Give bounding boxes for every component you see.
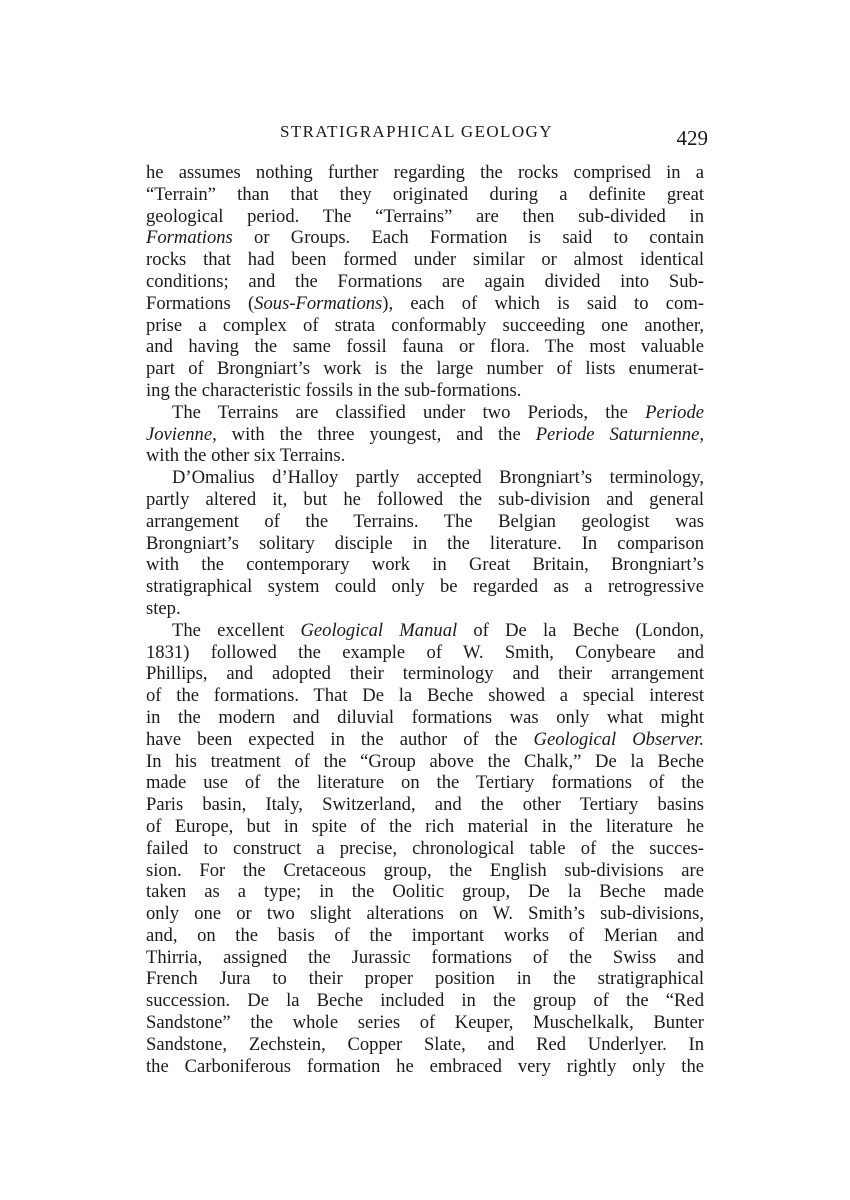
text-segment: in the modern and diluvial formations was only what might <box>146 706 704 728</box>
text-line <box>146 293 704 315</box>
text-segment: geological period. The “Terrains” are then sub-divided in <box>146 205 704 227</box>
text-line <box>146 685 704 707</box>
text-segment: Formations ( <box>146 292 255 314</box>
text-line <box>146 227 704 249</box>
text-segment: Brongniart’s solitary disciple in the literature. In comparison <box>146 532 704 554</box>
text-segment: and having the same fossil fauna or flora. The most valuable <box>146 336 704 358</box>
text-line <box>146 1056 704 1078</box>
text-line <box>146 511 704 533</box>
italic-text: Periode <box>645 401 704 423</box>
text-line <box>146 947 704 969</box>
text-segment: step. <box>146 597 181 619</box>
text-line <box>146 162 704 184</box>
text-segment: conditions; and the Formations are again divided into Sub- <box>146 270 704 292</box>
text-segment: “Terrain” than that they originated during a definite great <box>146 183 704 205</box>
text-segment: of Europe, but in spite of the rich material in the literature he <box>146 815 704 837</box>
text-segment: prise a complex of strata conformably succeeding one another, <box>146 314 704 336</box>
text-segment: or Groups. Each Formation is said to contain <box>232 227 704 249</box>
text-line <box>146 467 704 489</box>
text-segment: made use of the literature on the Tertiary formations of the <box>146 772 704 794</box>
running-title: STRATIGRAPHICAL GEOLOGY <box>280 122 553 141</box>
text-segment: sion. For the Cretaceous group, the English sub-divisions are <box>146 859 704 881</box>
body-text <box>146 162 704 1077</box>
text-segment: of the formations. That De la Beche showed a special interest <box>146 685 704 707</box>
text-segment: with the three youngest, and the <box>216 423 536 445</box>
text-segment: Sandstone” the whole series of Keuper, Muschelkalk, Bunter <box>146 1012 704 1034</box>
text-line <box>146 598 704 620</box>
text-line <box>146 315 704 337</box>
text-line <box>146 184 704 206</box>
italic-text: Periode Saturnienne, <box>535 423 705 445</box>
text-line <box>146 249 704 271</box>
text-line <box>146 707 704 729</box>
text-line <box>146 816 704 838</box>
text-line <box>146 860 704 882</box>
text-line <box>146 424 704 446</box>
text-segment: of De la Beche (London, <box>457 619 704 641</box>
text-segment: stratigraphical system could only be regarded as a retrogressive <box>146 576 704 598</box>
text-segment: ing the characteristic fossils in the sub-formations. <box>146 379 522 401</box>
text-segment: Thirria, assigned the Jurassic formations of the Swiss and <box>146 946 704 968</box>
italic-text: Geological Manual <box>300 619 458 641</box>
text-segment: rocks that had been formed under similar or almost identical <box>146 249 704 271</box>
text-line <box>146 838 704 860</box>
text-segment: ), each of which is said to com- <box>382 292 704 314</box>
text-line <box>146 772 704 794</box>
text-line <box>146 445 704 467</box>
text-line <box>146 206 704 228</box>
text-line <box>146 751 704 773</box>
text-line <box>146 380 704 402</box>
text-line <box>146 358 704 380</box>
text-segment: Phillips, and adopted their terminology and their arrangement <box>146 663 704 685</box>
italic-text: Sous-Formations <box>254 292 383 314</box>
text-line <box>146 533 704 555</box>
running-head <box>148 118 708 148</box>
text-line <box>146 990 704 1012</box>
text-segment: Sandstone, Zechstein, Copper Slate, and Red Underlyer. In <box>146 1033 704 1055</box>
text-line <box>146 729 704 751</box>
text-segment: 1831) followed the example of W. Smith, Conybeare and <box>146 641 704 663</box>
text-line <box>146 1012 704 1034</box>
text-line <box>146 402 704 424</box>
text-line <box>146 663 704 685</box>
text-segment: Paris basin, Italy, Switzerland, and the other Tertiary basins <box>146 794 704 816</box>
text-segment: with the other six Terrains. <box>146 445 346 467</box>
text-line <box>146 794 704 816</box>
text-segment: partly altered it, but he followed the sub-division and general <box>146 488 704 510</box>
italic-text: Geological Observer. <box>533 728 704 750</box>
text-line <box>146 336 704 358</box>
text-line <box>146 554 704 576</box>
page-number: 429 <box>676 126 708 150</box>
text-line <box>146 968 704 990</box>
text-segment: part of Brongniart’s work is the large number of lists enumerat- <box>146 358 704 380</box>
text-line <box>146 576 704 598</box>
text-segment: arrangement of the Terrains. The Belgian geologist was <box>146 510 704 532</box>
text-line <box>146 881 704 903</box>
text-segment: the Carboniferous formation he embraced very rightly only the <box>146 1055 704 1077</box>
text-segment: only one or two slight alterations on W. Smith’s sub-divisions, <box>146 903 704 925</box>
text-line <box>146 1034 704 1056</box>
text-line <box>146 489 704 511</box>
text-segment: French Jura to their proper position in the stratigraphical <box>146 968 704 990</box>
text-segment: he assumes nothing further regarding the rocks comprised in a <box>146 162 704 183</box>
text-segment: have been expected in the author of the <box>146 728 534 750</box>
text-line <box>146 903 704 925</box>
text-segment: The Terrains are classified under two Periods, the <box>172 401 646 423</box>
text-line <box>146 271 704 293</box>
text-segment: In his treatment of the “Group above the Chalk,” De la Beche <box>146 750 704 772</box>
italic-text: Jovienne, <box>146 423 217 445</box>
text-segment: The excellent <box>172 619 301 641</box>
text-segment: D’Omalius d’Halloy partly accepted Brongniart’s terminology, <box>172 467 704 489</box>
text-segment: and, on the basis of the important works of Merian and <box>146 924 704 946</box>
italic-text: Formations <box>146 227 233 249</box>
text-segment: succession. De la Beche included in the group of the “Red <box>146 990 704 1012</box>
text-segment: with the contemporary work in Great Britain, Brongniart’s <box>146 554 704 576</box>
text-line <box>146 925 704 947</box>
text-line <box>146 620 704 642</box>
text-segment: failed to construct a precise, chronological table of the succes- <box>146 837 704 859</box>
text-line <box>146 642 704 664</box>
text-segment: taken as a type; in the Oolitic group, De la Beche made <box>146 881 704 903</box>
